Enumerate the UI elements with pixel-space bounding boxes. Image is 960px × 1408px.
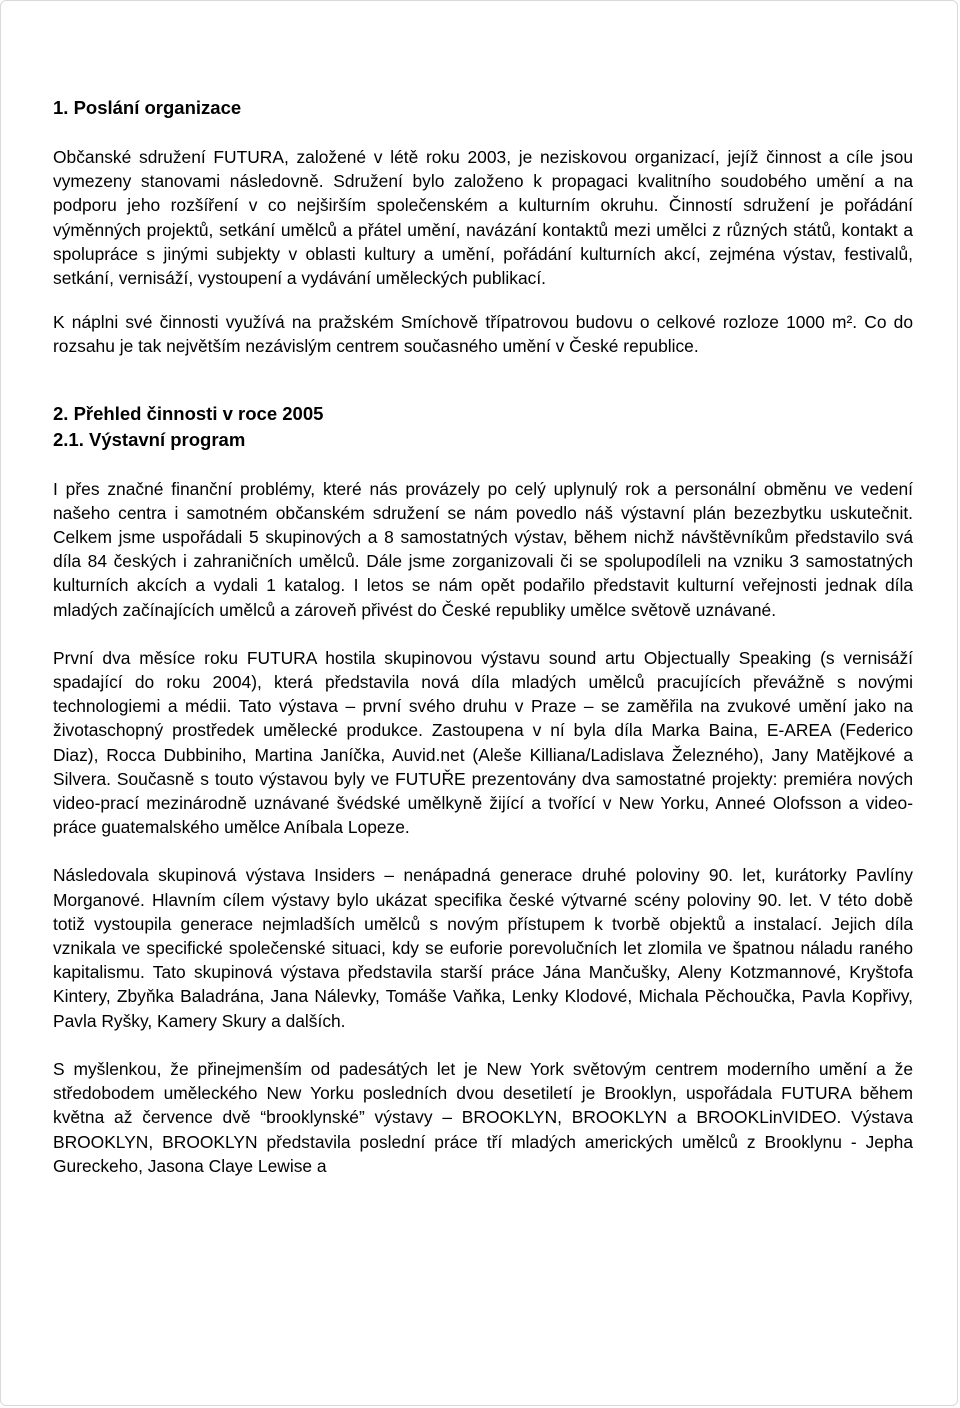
document-body	[53, 95, 913, 1178]
section-1-heading: 1. Poslání organizace	[53, 97, 242, 118]
section-2-1-heading: 2.1. Výstavní program	[53, 428, 246, 450]
paragraph-brooklyn: S myšlenkou, že přinejmenším od padesátých let je New York světovým centrem moderního umění a že středobodem uměleckého New Yorku posledních dvou desetiletí je Brooklyn, uspořádala FUTURA během května až července dvě “brooklynské” výstavy – BROOKLYN, BROOKLYN a BROOKLinVIDEO. Výstava BROOKLYN, BROOKLYN představila poslední práce tří mladých amerických umělců z Brooklynu - Jepha Gureckeho, Jasona Claye Lewise a	[53, 1058, 913, 1176]
paragraph-insiders: Následovala skupinová výstava Insiders – nenápadná generace druhé poloviny 90. let, kurátorky Pavlíny Morganové. Hlavním cílem výstavy bylo ukázat specifika české výtvarné scény poloviny 90. let. V této době totiž vystoupila generace nejmladších umělců s novým přístupem k tvorbě objektů a instalací. Jejich díla vznikala ve specifické společenské situaci, kdy se euforie porevolučních let zlomila ve špatnou náladu raného kapitalismu. Tato skupinová výstava představila starší práce Jána Mančušky, Aleny Kotzmannové, Kryštofa Kintery, Zbyňka Baladrána, Jana Nálevky, Tomáše Vaňka, Lenky Klodové, Michala Pěchoučka, Pavla Kopřivy, Pavla Ryšky, Kamery Skury a dalších.	[53, 865, 913, 1031]
paragraph-objectually-speaking: První dva měsíce roku FUTURA hostila skupinovou výstavu sound artu Objectually Speaking (s vernisáží spadající do roku 2004), která představila nová díla mladých umělců pracujících převážně s novými technologiemi a médii. Tato výstava – první svého druhu v Praze – se zaměřila na zvukové umění jako na životaschopný prostředek umělecké produkce. Zastoupena v ní byla díla Marka Baina, E-AREA (Federico Diaz), Rocca Dubbiniho, Martina Janíčka, Auvid.net (Aleše Killiana/Ladislava Železného), Jany Matějkové a Silvera. Současně s touto výstavou byly ve FUTUŘE prezentovány dva samostatné projekty: premiéra nových video-prací mezinárodně uznávané švédské umělkyně žijící a tvořící v New Yorku, Anneé Olofsson a video-práce guatemalského umělce Aníbala Lopeze.	[53, 647, 913, 838]
section-2-heading: 2. Přehled činnosti v roce 2005	[53, 402, 324, 424]
paragraph-mission: Občanské sdružení FUTURA, založené v létě roku 2003, je neziskovou organizací, jejíž činnost a cíle jsou vymezeny stanovami následovně. Sdružení bylo založeno k propagaci kvalitního soudobého umění a na podporu jeho rozšíření v co nejširším společenském a kulturním okruhu. Činností sdružení je pořádání výměnných projektů, setkání umělců a přátel umění, navázání kontaktů mezi umělci z různých států, kontakt a spolupráce s jinými subjekty v oblasti kultury a umění, pořádání kulturních akcí, zejména výstav, festivalů, setkání, vernisáží, vystoupení a vydávání uměleckých publikací.	[53, 147, 913, 289]
paragraph-overview: I přes značné finanční problémy, které nás provázely po celý uplynulý rok a personální obměnu ve vedení našeho centra i samotném občanském sdružení se nám povedlo náš výstavní plán bezezbytku uskutečnit. Celkem jsme uspořádali 5 skupinových a 8 samostatných výstav, během nichž návštěvníkům představilo svá díla 84 českých i zahraničních umělců. Dále jsme zorganizovali či se spolupodíleli na vzniku 3 samostatných kulturních akcích a vydali 1 katalog. I letos se nám opět podařilo představit kulturní veřejnosti jednak díla mladých začínajících umělců a zároveň přivést do České republiky umělce světově uznávané.	[53, 478, 913, 620]
paragraph-building: K náplni své činnosti využívá na pražském Smíchově třípatrovou budovu o celkové rozloze 1000 m². Co do rozsahu je tak největším nezávislým centrem současného umění v České republice.	[53, 312, 913, 357]
